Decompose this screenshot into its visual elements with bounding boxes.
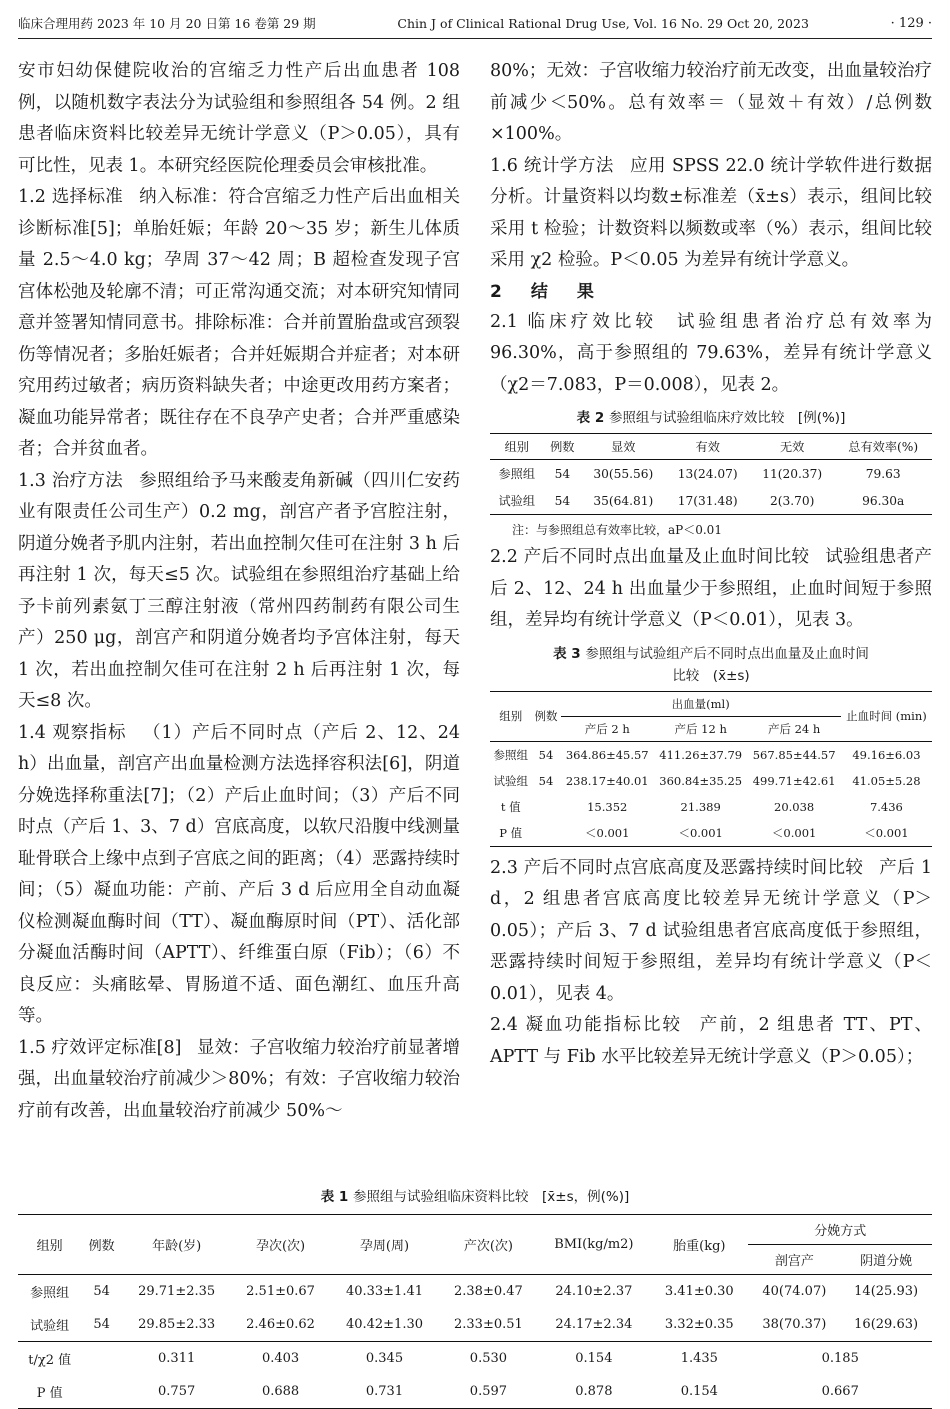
table-cell: ＜0.001 [561,820,654,847]
col-subheader: 产后 2 h [561,716,654,741]
table-cell: ＜0.001 [841,820,932,847]
col-subheader: 阴道分娩 [840,1245,932,1275]
section-2-2 [490,542,932,637]
table-cell: 40.33±1.41 [345,1284,424,1299]
table-cell: t 值 [500,799,521,814]
col-header: 止血时间 (min) [841,691,932,741]
table-1-block [18,1186,932,1409]
section-number: 1.6 [490,155,518,176]
section-1-5 [18,1033,460,1128]
table-cell: 0.530 [469,1351,508,1366]
table-cell: 21.389 [680,799,721,814]
table-row [18,1342,932,1376]
table-cell: 0.667 [748,1375,932,1409]
table-cell: 3.41±0.30 [664,1284,734,1299]
table-cell: ＜0.001 [654,820,747,847]
section-text: （1）产后不同时点（产后 2、12、24 h）出血量，剖宫产出血量检测方法选择容积法[6]，阴道分娩选择称重法[7]；（2）产后止血时间；（3）产后不同时点（产后 1、3、7 d）宫底高度，以软尺沿腹中线测量耻骨联合上缘中点到子宫底之间的距离；（4）恶露持续时间；（5）凝血功能：产前、产后 3 d 后应用全自动血凝仪检测凝血酶时间（TT）、凝血酶原时间（PT）、活化部分凝血活酶时间（APTT）、纤维蛋白原（Fib）；（6）不良反应：头痛眩晕、胃肠道不适、面色潮红、血压升高等。 [18,722,460,1026]
col-header: 显效 [581,434,665,460]
col-header: 组别 [490,691,531,741]
col-subheader: 剖宫产 [748,1245,840,1275]
table-cell: 0.688 [231,1375,329,1409]
table-cell: 0.757 [122,1375,232,1409]
table-header-row [18,1215,932,1245]
table-header-row [490,434,932,460]
table-cell: 40.42±1.30 [330,1308,440,1342]
table-cell: 54 [554,466,571,481]
results-heading: 2 结 果 [490,281,600,302]
table-cell: 参照组 [30,1286,70,1301]
table-cell: 24.17±2.34 [538,1308,651,1342]
table-cell: 35(64.81) [581,487,665,515]
table-row [18,1308,932,1342]
section-text: 显效：子宫收缩力较治疗前显著增强，出血量较治疗前减少＞80%；有效：子宫收缩力较治疗前有改善，出血量较治疗前减少 50%～ [18,1037,460,1121]
section-text: 应用 SPSS 22.0 统计学软件进行数据分析。计量资料以均数±标准差（x̄±s）表示，组间比较采用 t 检验；计数资料以频数或率（%）表示，组间比较采用 χ2 检验。P＜0.05 为差异有统计学意义。 [490,155,932,270]
table-2 [490,433,932,515]
section-text: 产后 1 d，2 组患者宫底高度比较差异无统计学意义（P＞0.05）；产后 3、7 d 试验组患者宫底高度低于参照组，恶露持续时间短于参照组，差异均有统计学意义（P＜0.01），见表 4。 [490,857,932,1004]
table-row [490,460,932,488]
table-cell [531,820,560,847]
table-cell: 38(70.37) [748,1308,840,1342]
section-number: 2.3 [490,857,518,878]
table-cell: 14(25.93) [854,1284,919,1299]
section-number: 2.2 [490,547,518,567]
section-title: 治疗方法 [51,470,124,491]
table-title: 参照组与试验组临床疗效比较 [例(%)] [608,410,846,426]
table-cell: 试验组 [490,487,544,515]
col-header: 例数 [544,434,581,460]
table-label: 表 2 [576,410,605,426]
col-header: 例数 [531,691,560,741]
table-cell: 49.16±6.03 [852,747,921,762]
table-cell: 0.154 [650,1375,748,1409]
table-cell: 2.46±0.62 [231,1308,329,1342]
table-cell: 15.352 [587,799,628,814]
table-cell: 0.403 [261,1351,300,1366]
table-cell: 0.597 [439,1375,537,1409]
table-cell: 17(31.48) [666,487,750,515]
table-cell: 7.436 [869,799,903,814]
col-header-group: 分娩方式 [748,1215,932,1245]
table-2-caption [490,407,932,429]
table-row [18,1275,932,1309]
paragraph-patients: 安市妇幼保健院收治的宫缩乏力性产后出血患者 108 例，以随机数字表法分为试验组和参照组各 54 例。2 组患者临床资料比较差异无统计学意义（P＞0.05），具有可比性，见表 1。本研究经医院伦理委员会审核批准。 [18,61,460,176]
table-cell: 2.38±0.47 [454,1284,523,1299]
table-title: 参照组与试验组临床资料比较 [x̄±s，例(%)] [353,1189,630,1205]
table-cell: 2.51±0.67 [246,1284,315,1299]
table-1-caption [18,1186,932,1208]
table-cell: ＜0.001 [747,820,840,847]
table-cell: 29.85±2.33 [122,1308,232,1342]
section-2-1 [490,307,932,402]
section-number: 2.4 [490,1015,518,1035]
section-2-3 [490,853,932,1011]
section-1-6 [490,151,932,277]
section-number: 1.3 [18,470,46,491]
table-cell: 29.71±2.35 [138,1284,216,1299]
table-cell: 0.731 [330,1375,440,1409]
table-2-note: 注：与参照组总有效率比较，aP＜0.01 [512,523,722,537]
section-1-3 [18,466,460,718]
table-cell: 24.10±2.37 [555,1284,633,1299]
col-header: 总有效率(%) [834,434,932,460]
running-header [18,8,932,39]
table-cell: 238.17±40.01 [565,773,649,788]
table-cell [81,1375,122,1409]
section-2-4 [490,1010,932,1073]
table-cell: 2(3.70) [750,487,834,515]
right-column [490,56,932,1073]
table-cell: 参照组 [498,467,536,481]
table-cell: 40(74.07) [762,1284,827,1299]
table-cell: 30(55.56) [593,466,654,481]
table-3 [490,691,932,847]
table-3-caption [490,643,932,687]
table-cell: 3.32±0.35 [650,1308,748,1342]
col-header: 组别 [490,434,544,460]
table-cell: 54 [544,487,581,515]
section-text: 参照组给予马来酸麦角新碱（四川仁安药业有限责任公司生产）0.2 mg，剖宫产者予宫腔注射，阴道分娩者予肌内注射，若出血控制欠佳可在注射 3 h 后再注射 1 次，每天≤5 次。试验组在参照组治疗基础上给予卡前列素氨丁三醇注射液（常州四药制药有限公司生产）250 μg，剖宫产和阴道分娩者均予宫体注射，每天 1 次，若出血控制欠佳可在注射 2 h 后再注射 1 次，每天≤8 次。 [18,470,461,711]
table-cell: 13(24.07) [677,466,738,481]
section-number: 1.5 [18,1037,46,1058]
col-header: 有效 [666,434,750,460]
section-text: 试验组患者治疗总有效率为 96.30%，高于参照组的 79.63%，差异有统计学意义（χ2＝7.083，P＝0.008），见表 2。 [490,311,932,395]
table-cell: 567.85±44.57 [752,747,836,762]
section-title: 统计学方法 [523,155,614,176]
table-cell: 1.435 [680,1351,718,1366]
table-cell: 54 [538,747,554,762]
section-title: 选择标准 [51,187,124,207]
table-cell: 54 [93,1284,110,1299]
section-number: 1.2 [18,187,46,207]
table-cell [531,794,560,820]
table-cell: 2.33±0.51 [439,1308,537,1342]
col-header: 例数 [81,1215,122,1275]
journal-title-cn: 临床合理用药 2023 年 10 月 20 日第 16 卷第 29 期 [18,16,316,31]
table-cell: 试验组 [493,773,528,788]
table-label: 表 1 [320,1189,349,1205]
col-subheader: 产后 24 h [747,716,840,741]
col-header: 年龄(岁) [122,1215,232,1275]
section-number: 1.4 [18,722,46,743]
section-1-2 [18,182,460,466]
section-title: 疗效评定标准[8] [51,1037,182,1058]
table-cell: 411.26±37.79 [659,747,743,762]
section-text: 试验组患者产后 2、12、24 h 出血量少于参照组，止血时间短于参照组，差异均有统计学意义（P＜0.01），见表 3。 [490,547,933,630]
table-1 [18,1214,932,1409]
table-cell: 96.30a [834,487,932,515]
table-row [490,794,932,820]
table-cell: 20.038 [774,799,815,814]
table-cell: P 值 [490,820,531,847]
table-cell: 0.154 [575,1351,613,1366]
table-cell [81,1342,122,1376]
table-cell: 11(20.37) [762,466,823,481]
section-title: 凝血功能指标比较 [525,1015,683,1035]
table-cell: t/χ2 值 [28,1353,72,1368]
table-cell: 0.311 [158,1351,196,1366]
table-row [18,1375,932,1409]
table-row [490,768,932,794]
table-title-line2: 比较 (x̄±s) [672,667,750,684]
col-subheader: 产后 12 h [654,716,747,741]
section-title: 临床疗效比较 [527,311,658,332]
table-row [490,741,932,768]
table-cell: 参照组 [493,747,528,762]
paragraph-continued: 80%；无效：子宫收缩力较治疗前无改变，出血量较治疗前减少＜50%。总有效率＝（显效＋有效）/总例数×100%。 [490,61,932,144]
table-row [490,820,932,847]
table-row [490,487,932,515]
section-title: 产后不同时点宫底高度及恶露持续时间比较 [523,857,864,878]
section-title: 产后不同时点出血量及止血时间比较 [523,547,810,567]
table-cell: 16(29.63) [840,1308,932,1342]
col-header: 产次(次) [439,1215,537,1275]
section-title: 观察指标 [52,722,127,743]
section-number: 2.1 [490,311,518,332]
table-cell: 0.878 [538,1375,651,1409]
table-title-line1: 参照组与试验组产后不同时点出血量及止血时间 [585,645,869,662]
col-header: 孕周(周) [330,1215,440,1275]
col-header: 孕次(次) [231,1215,329,1275]
table-cell: 试验组 [18,1308,81,1342]
table-cell: 360.84±35.25 [659,773,743,788]
section-text: 产前，2 组患者 TT、PT、APTT 与 Fib 水平比较差异无统计学意义（P＞0.05）； [490,1015,932,1067]
table-cell: 54 [81,1308,122,1342]
table-header-row [490,691,932,716]
col-header: 无效 [750,434,834,460]
table-cell: 499.71±42.61 [752,773,836,788]
table-cell: 0.345 [365,1351,404,1366]
section-text: 纳入标准：符合宫缩乏力性产后出血相关诊断标准[5]；单胎妊娠；年龄 20～35 岁；新生儿体质量 2.5～4.0 kg；孕周 37～42 周；B 超检查发现子宫宫体松弛及轮廓不清；可正常沟通交流；对本研究知情同意并签署知情同意书。排除标准：合并前置胎盘或宫颈裂伤等情况者；多胎妊娠者；合并妊娠期合并症者；对本研究用药过敏者；病历资料缺失者；中途更改用药方案者；凝血功能异常者；既往存在不良孕产史者；合并严重感染者；合并贫血者。 [18,187,461,459]
col-header-group: 出血量(ml) [561,691,841,716]
left-column [18,56,460,1127]
journal-title-en: Chin J of Clinical Rational Drug Use, Vol. 16 No. 29 Oct 20, 2023 [397,15,809,31]
table-cell: P 值 [18,1375,81,1409]
col-header: 胎重(kg) [650,1215,748,1275]
table-label: 表 3 [553,645,581,662]
table-cell: 54 [538,773,554,788]
section-1-4 [18,718,460,1033]
col-header: 组别 [18,1215,81,1275]
table-cell: 364.86±45.57 [565,747,649,762]
table-cell: 79.63 [865,466,901,481]
table-cell: 0.185 [821,1351,859,1366]
page-number: · 129 · [890,15,932,31]
col-header: BMI(kg/m2) [538,1215,651,1275]
table-cell: 41.05±5.28 [852,773,921,788]
